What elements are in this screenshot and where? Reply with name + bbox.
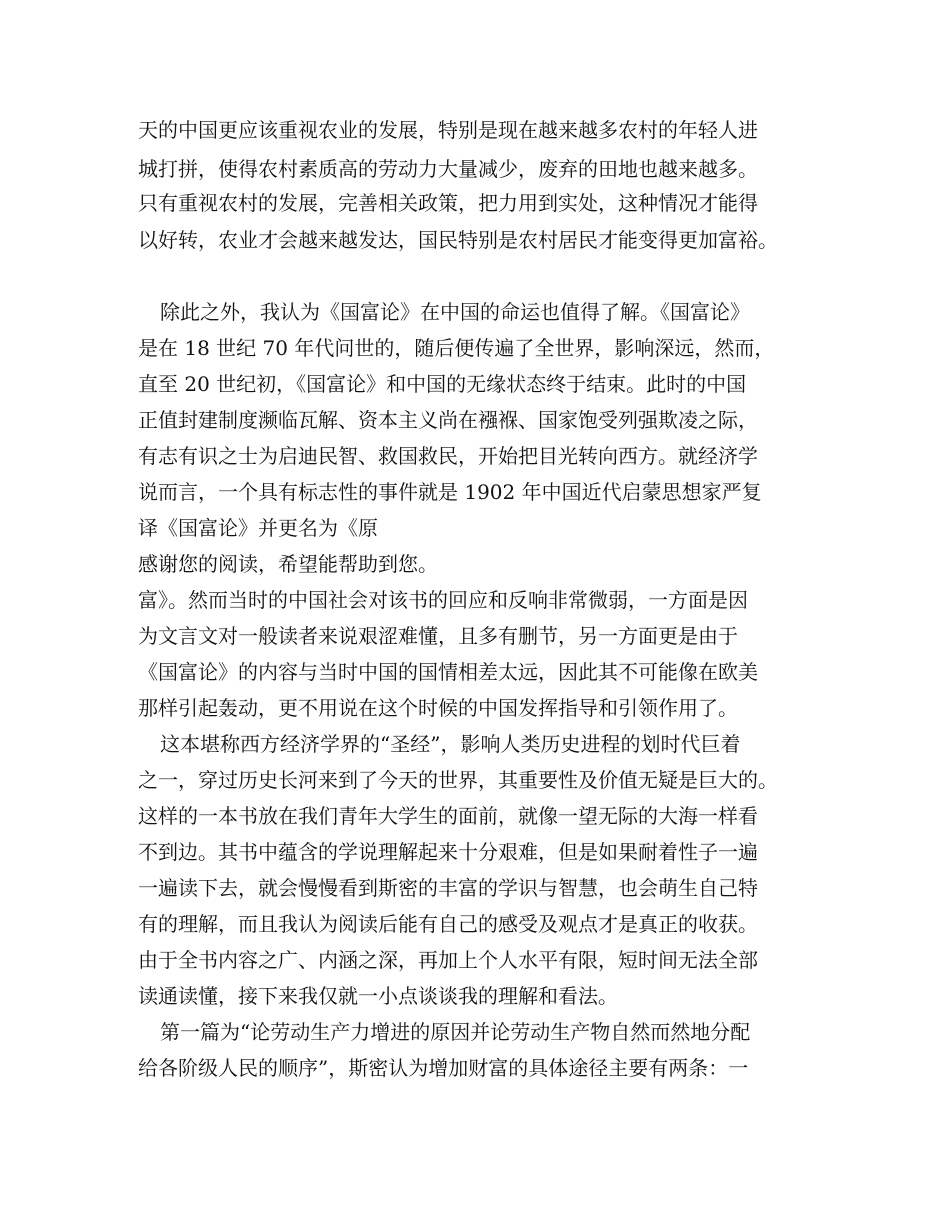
text-line: 正值封建制度濒临瓦解、资本主义尚在襁褓、国家饱受列强欺凌之际，	[138, 408, 758, 432]
text-line: 这本堪称西方经济学界的“圣经”，影响人类历史进程的划时代巨着	[160, 732, 741, 756]
text-line: 富》。然而当时的中国社会对该书的回应和反响非常微弱，一方面是因	[138, 588, 748, 612]
text-line: 这样的一本书放在我们青年大学生的面前，就像一望无际的大海一样看	[138, 804, 758, 828]
text-line: 只有重视农村的发展，完善相关政策，把力用到实处，这种情况才能得	[138, 191, 758, 215]
text-line: 那样引起轰动，更不用说在这个时候的中国发挥指导和引领作用了。	[138, 696, 738, 720]
text-line: 说而言，一个具有标志性的事件就是 1902 年中国近代启蒙思想家严复	[138, 480, 762, 504]
text-line: 城打拼，使得农村素质高的劳动力大量减少，废弃的田地也越来越多。	[138, 157, 758, 181]
text-line: 一遍读下去，就会慢慢看到斯密的丰富的学识与智慧，也会萌生自己特	[138, 876, 758, 900]
text-line: 除此之外，我认为《国富论》在中国的命运也值得了解。《国富论》	[160, 300, 750, 324]
text-line: 是在 18 世纪 70 年代问世的，随后便传遍了全世界，影响深远，然而，	[138, 336, 775, 360]
text-line: 给各阶级人民的顺序”，斯密认为增加财富的具体途径主要有两条：一	[138, 1056, 749, 1080]
text-line: 第一篇为“论劳动生产力增进的原因并论劳动生产物自然而然地分配	[160, 1020, 751, 1044]
text-line: 不到边。其书中蕴含的学说理解起来十分艰难，但是如果耐着性子一遍	[138, 840, 758, 864]
text-line: 直至 20 世纪初，《国富论》和中国的无缘状态终于结束。此时的中国	[138, 372, 747, 396]
text-line: 有志有识之士为启迪民智、救国救民，开始把目光转向西方。就经济学	[138, 444, 758, 468]
text-line: 天的中国更应该重视农业的发展，特别是现在越来越多农村的年轻人进	[138, 118, 758, 142]
text-line: 译《国富论》并更名为《原	[138, 516, 378, 540]
text-line: 为文言文对一般读者来说艰涩难懂，且多有删节，另一方面更是由于	[138, 624, 738, 648]
text-line: 有的理解，而且我认为阅读后能有自己的感受及观点才是真正的收获。	[138, 912, 758, 936]
text-line: 以好转，农业才会越来越发达，国民特别是农村居民才能变得更加富裕。	[138, 228, 778, 252]
thank-you-line: 感谢您的阅读，希望能帮助到您。	[138, 552, 438, 576]
text-line: 《国富论》的内容与当时中国的国情相差太远，因此其不可能像在欧美	[138, 660, 758, 684]
text-line: 由于全书内容之广、内涵之深，再加上个人水平有限，短时间无法全部	[138, 948, 758, 972]
text-line: 之一，穿过历史长河来到了今天的世界，其重要性及价值无疑是巨大的。	[138, 768, 778, 792]
text-line: 读通读懂，接下来我仅就一小点谈谈我的理解和看法。	[138, 984, 618, 1008]
